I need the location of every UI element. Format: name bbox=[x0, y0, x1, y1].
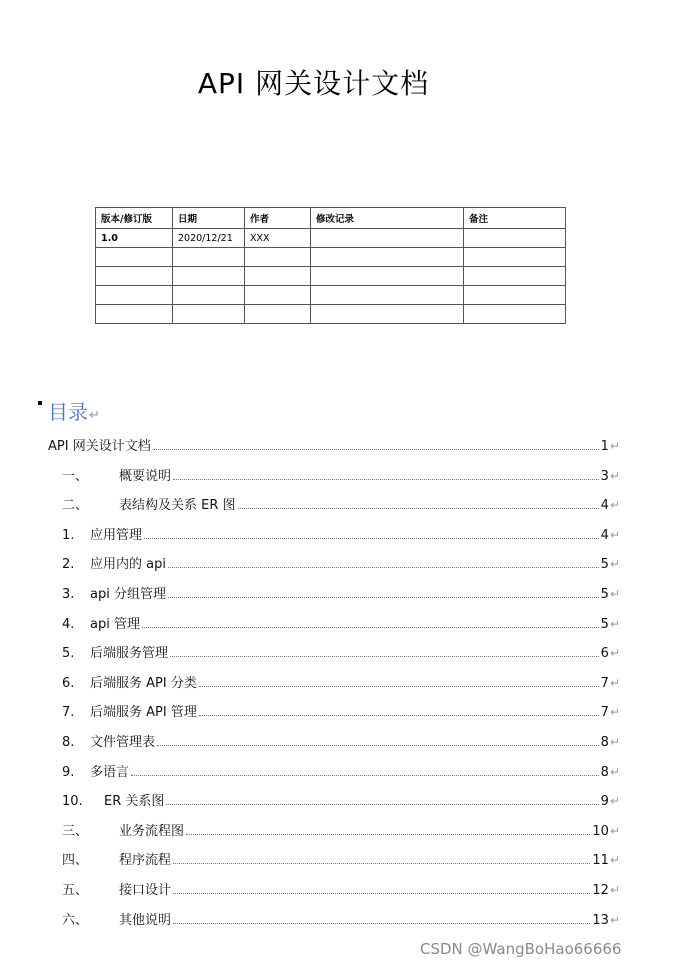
toc-entry[interactable] bbox=[48, 582, 620, 602]
return-mark-icon: ↵ bbox=[609, 735, 620, 749]
return-mark-icon: ↵ bbox=[609, 468, 620, 483]
toc-leader-dots bbox=[186, 834, 590, 835]
table-cell bbox=[173, 267, 245, 286]
toc-entry[interactable] bbox=[48, 730, 620, 750]
toc-entry-label: 接口设计 bbox=[119, 883, 172, 898]
toc-entry-page bbox=[601, 646, 620, 661]
toc-leader-dots bbox=[142, 627, 599, 628]
toc-entry-page bbox=[601, 498, 620, 513]
toc-page-number: 4 bbox=[600, 498, 609, 514]
table-cell bbox=[245, 267, 311, 286]
toc-page-number: 5 bbox=[600, 587, 609, 602]
toc-page-number: 12 bbox=[592, 883, 609, 898]
table-cell bbox=[311, 248, 464, 267]
toc-page-number: 3 bbox=[600, 468, 609, 484]
toc-entry-number: 9. bbox=[62, 764, 75, 780]
toc-entry-label: API 网关设计文档 bbox=[48, 439, 151, 454]
return-mark-icon: ↵ bbox=[609, 853, 620, 868]
toc-entry-label: 多语言 bbox=[90, 764, 130, 780]
revision-table-header-row bbox=[96, 208, 566, 229]
toc-entry-page bbox=[601, 439, 620, 454]
toc-entry[interactable] bbox=[48, 671, 620, 691]
toc-entry-label: 其他说明 bbox=[119, 912, 172, 928]
toc-leader-dots bbox=[166, 804, 598, 805]
toc-leader-dots bbox=[131, 775, 599, 776]
toc-leader-dots bbox=[168, 597, 599, 598]
table-cell bbox=[96, 286, 173, 305]
toc-leader-dots bbox=[199, 715, 599, 716]
toc-entry-number: 7. bbox=[62, 705, 75, 721]
table-cell bbox=[96, 248, 173, 267]
return-mark-icon: ↵ bbox=[609, 823, 620, 838]
toc-entry-number: 三、 bbox=[62, 823, 89, 839]
toc-entry-label: 概要说明 bbox=[119, 468, 172, 484]
toc-entry[interactable] bbox=[48, 612, 620, 632]
table-cell bbox=[96, 267, 173, 286]
toc-entry-label: api 管理 bbox=[90, 616, 140, 632]
toc-entry-label: 程序流程 bbox=[119, 853, 172, 869]
toc-entry-page bbox=[601, 794, 620, 809]
toc-entry[interactable] bbox=[48, 434, 620, 454]
toc-entry[interactable] bbox=[48, 493, 620, 513]
toc-entry-number: 一、 bbox=[62, 468, 89, 484]
toc-entry-number: 六、 bbox=[62, 912, 89, 928]
table-cell bbox=[464, 229, 566, 248]
table-cell bbox=[311, 267, 464, 286]
toc-entry-label: 后端服务 API 管理 bbox=[90, 705, 197, 721]
toc-entry[interactable] bbox=[48, 908, 620, 928]
table-row bbox=[96, 229, 566, 248]
heading-marker-icon bbox=[38, 401, 42, 405]
toc-page-number: 10 bbox=[592, 823, 609, 839]
table-cell bbox=[311, 229, 464, 248]
table-cell bbox=[245, 248, 311, 267]
toc-page-number: 6 bbox=[600, 646, 609, 662]
toc-entry[interactable] bbox=[48, 523, 620, 543]
header-author: 作者 bbox=[245, 208, 311, 229]
toc-entry-page bbox=[601, 735, 620, 750]
toc-leader-dots bbox=[173, 479, 599, 480]
return-mark-icon: ↵ bbox=[609, 883, 620, 897]
toc-entry[interactable] bbox=[48, 848, 620, 868]
toc-leader-dots bbox=[173, 923, 590, 924]
header-date: 日期 bbox=[173, 208, 245, 229]
toc-entry-label: 表结构及关系 ER 图 bbox=[119, 498, 236, 514]
toc-entry-page bbox=[592, 883, 620, 898]
toc-page-number: 4 bbox=[600, 527, 609, 543]
toc-entry-label: 后端服务管理 bbox=[90, 646, 169, 662]
toc-leader-dots bbox=[157, 745, 599, 746]
return-mark-icon: ↵ bbox=[609, 439, 620, 453]
toc-page-number: 7 bbox=[600, 705, 609, 721]
return-mark-icon: ↵ bbox=[609, 705, 620, 720]
table-row bbox=[96, 286, 566, 305]
table-cell bbox=[464, 286, 566, 305]
toc-entry-number: 10. bbox=[62, 794, 83, 810]
toc-leader-dots bbox=[144, 538, 599, 539]
toc-leader-dots bbox=[153, 449, 599, 450]
toc-entry[interactable] bbox=[48, 464, 620, 484]
toc-leader-dots bbox=[168, 567, 599, 568]
toc-entry-label: api 分组管理 bbox=[90, 587, 166, 602]
return-mark-icon: ↵ bbox=[609, 646, 620, 661]
watermark: CSDN @WangBoHao66666 bbox=[420, 940, 622, 958]
toc-entry-page bbox=[601, 617, 620, 632]
toc-page-number: 5 bbox=[600, 616, 609, 632]
toc-entry[interactable] bbox=[48, 789, 620, 809]
header-change-log: 修改记录 bbox=[311, 208, 464, 229]
toc-page-number: 8 bbox=[600, 764, 609, 780]
toc-entry-number: 二、 bbox=[62, 498, 89, 514]
toc-entry[interactable] bbox=[48, 641, 620, 661]
return-mark-icon: ↵ bbox=[89, 408, 100, 423]
return-mark-icon: ↵ bbox=[609, 675, 620, 690]
toc-entry[interactable] bbox=[48, 700, 620, 720]
toc-entry-page bbox=[601, 676, 620, 691]
table-cell bbox=[311, 286, 464, 305]
toc-page-number: 5 bbox=[600, 557, 609, 573]
toc-entry-page bbox=[592, 824, 620, 839]
table-cell bbox=[464, 248, 566, 267]
toc-page-number: 13 bbox=[592, 912, 609, 928]
table-cell bbox=[173, 248, 245, 267]
toc-page-number: 8 bbox=[600, 735, 609, 750]
toc-entry[interactable] bbox=[48, 878, 620, 898]
toc-entry-page bbox=[601, 587, 620, 602]
toc-entry-number: 五、 bbox=[62, 883, 89, 898]
table-cell bbox=[464, 305, 566, 324]
toc-entry-number: 4. bbox=[62, 616, 75, 632]
toc-entry-number: 四、 bbox=[62, 853, 89, 869]
return-mark-icon: ↵ bbox=[609, 527, 620, 542]
toc-entry-page bbox=[601, 528, 620, 543]
toc-entry-page bbox=[601, 557, 620, 572]
toc-page-number: 11 bbox=[592, 853, 609, 869]
toc-entry-number: 1. bbox=[62, 527, 75, 543]
toc-entry-label: ER 关系图 bbox=[104, 794, 165, 810]
table-cell bbox=[464, 267, 566, 286]
table-cell: 2020/12/21 bbox=[173, 229, 245, 248]
toc-entry-page bbox=[601, 469, 620, 484]
return-mark-icon: ↵ bbox=[609, 616, 620, 631]
toc-entry-number: 6. bbox=[62, 675, 75, 691]
table-cell bbox=[96, 305, 173, 324]
table-row bbox=[96, 248, 566, 267]
table-cell bbox=[173, 286, 245, 305]
toc-page-number: 7 bbox=[600, 675, 609, 691]
table-cell bbox=[245, 286, 311, 305]
toc-leader-dots bbox=[173, 893, 590, 894]
toc-entry[interactable] bbox=[48, 552, 620, 572]
table-cell bbox=[173, 305, 245, 324]
return-mark-icon: ↵ bbox=[609, 557, 620, 572]
return-mark-icon: ↵ bbox=[609, 794, 620, 809]
toc-entry-number: 8. bbox=[62, 735, 75, 750]
return-mark-icon: ↵ bbox=[609, 764, 620, 779]
toc-entry-number: 3. bbox=[62, 587, 75, 602]
toc-entry-label: 业务流程图 bbox=[119, 823, 185, 839]
toc-entry-page bbox=[592, 913, 620, 928]
toc-heading bbox=[48, 396, 100, 425]
toc-page-number: 9 bbox=[600, 794, 609, 810]
table-cell bbox=[245, 305, 311, 324]
header-remarks: 备注 bbox=[464, 208, 566, 229]
table-cell: XXX bbox=[245, 229, 311, 248]
toc-page-number: 1 bbox=[600, 439, 609, 454]
table-row bbox=[96, 267, 566, 286]
toc-heading-text: 目录 bbox=[48, 400, 88, 424]
toc-entry[interactable] bbox=[48, 819, 620, 839]
toc-entry-page bbox=[601, 765, 620, 780]
table-row bbox=[96, 305, 566, 324]
revision-table bbox=[95, 207, 566, 324]
toc-entry-page bbox=[601, 705, 620, 720]
document-title: API 网关设计文档 bbox=[197, 67, 430, 100]
toc-entry-label: 应用管理 bbox=[90, 527, 143, 543]
toc-leader-dots bbox=[173, 863, 590, 864]
toc-entry-number: 5. bbox=[62, 646, 75, 662]
return-mark-icon: ↵ bbox=[609, 498, 620, 513]
toc-entry-label: 后端服务 API 分类 bbox=[90, 675, 197, 691]
toc-leader-dots bbox=[238, 508, 599, 509]
toc-entry-label: 应用内的 api bbox=[90, 557, 166, 573]
toc-entry-number: 2. bbox=[62, 557, 75, 573]
header-version: 版本/修订版 bbox=[96, 208, 173, 229]
toc-entry-page bbox=[592, 853, 620, 868]
toc-entry[interactable] bbox=[48, 760, 620, 780]
toc-leader-dots bbox=[199, 686, 599, 687]
table-cell: 1.0 bbox=[96, 229, 173, 248]
return-mark-icon: ↵ bbox=[609, 587, 620, 601]
return-mark-icon: ↵ bbox=[609, 912, 620, 927]
toc-entry-label: 文件管理表 bbox=[90, 735, 156, 750]
table-cell bbox=[311, 305, 464, 324]
toc-leader-dots bbox=[170, 656, 599, 657]
